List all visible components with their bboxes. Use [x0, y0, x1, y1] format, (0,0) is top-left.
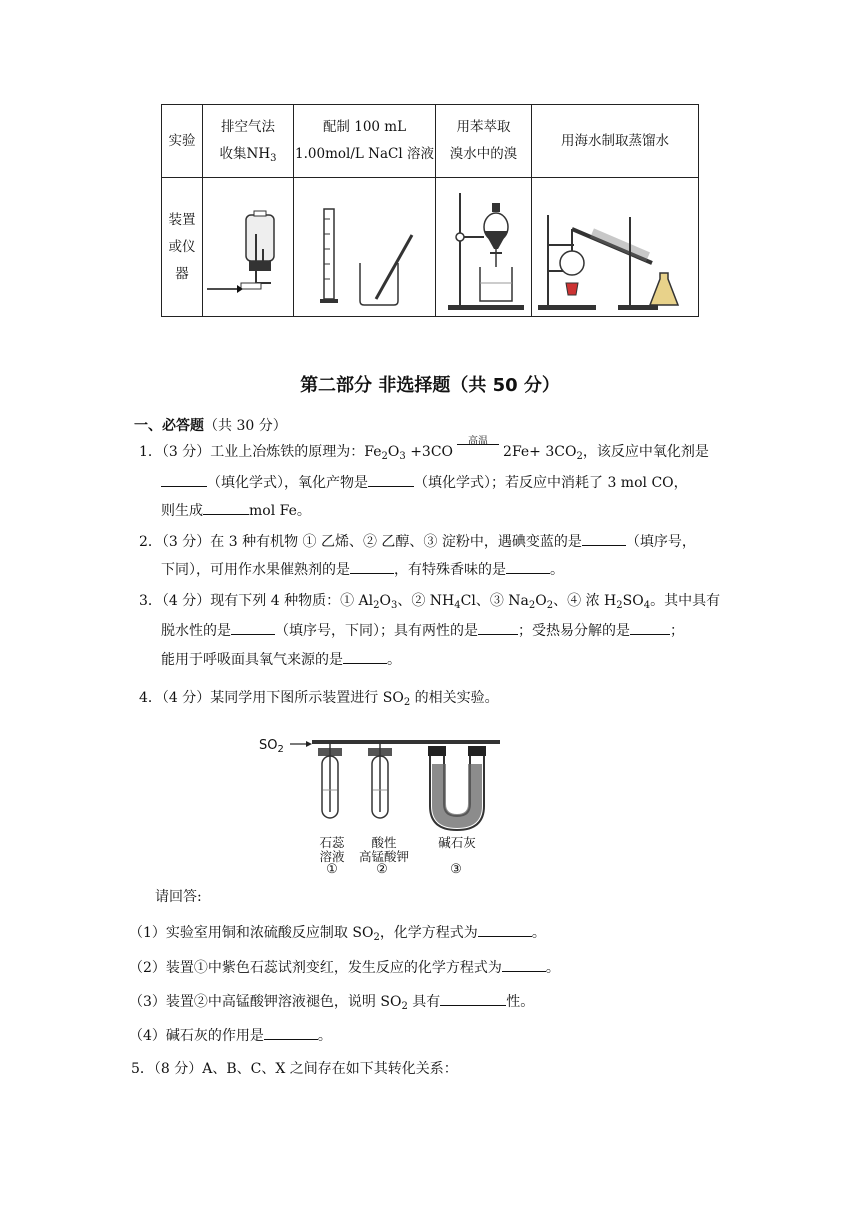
heading-text: 一、必答题: [134, 418, 204, 434]
q4-sub4: [129, 1025, 332, 1046]
answer-blank[interactable]: [582, 531, 626, 546]
cell-text-part: 收集NH: [219, 146, 271, 162]
subscript: 2: [373, 600, 380, 611]
q1-text: （填化学式），氧化产物是: [207, 475, 368, 491]
q4-text: （4 分）某同学用下图所示装置进行 SO: [161, 690, 404, 706]
q4-sub1: [129, 922, 546, 943]
q3-text: 。: [387, 652, 401, 668]
q4-text: 具有: [407, 994, 441, 1010]
required-heading: [134, 416, 287, 436]
answer-blank[interactable]: [368, 472, 414, 487]
q4-text: 。: [317, 1028, 332, 1044]
so2-apparatus-figure: [258, 734, 508, 880]
q3-text: O: [535, 593, 547, 609]
answer-blank[interactable]: [630, 620, 670, 635]
q1-text: +3CO: [405, 444, 454, 460]
q3-text: O: [379, 593, 391, 609]
q2-text: 。: [550, 562, 564, 578]
answer-blank[interactable]: [264, 1025, 318, 1040]
question-number: 1．: [139, 444, 162, 460]
q3-text: 、② NH: [397, 593, 455, 609]
distillation-figure: [532, 179, 698, 315]
answer-blank[interactable]: [502, 957, 546, 972]
q1-text: （填化学式）；若反应中消耗了 3 mol CO，: [414, 475, 688, 491]
q1-line1: [139, 436, 709, 462]
subscript: 3: [399, 451, 406, 462]
q1-text: mol Fe。: [249, 503, 311, 519]
subscript: 4: [643, 600, 651, 611]
label-text: 石蕊: [319, 835, 345, 850]
q3-text: （4 分）现有下列 4 种物质：① Al: [161, 593, 374, 609]
answer-blank[interactable]: [161, 472, 207, 487]
tube3-number: ③: [450, 862, 462, 877]
subscript: 3: [390, 600, 398, 611]
q3-text: ；: [670, 623, 684, 639]
q3-text: 。其中具有: [650, 593, 721, 609]
cell-text: 装置: [168, 211, 196, 228]
q3-line1: [139, 591, 720, 611]
q3-line2: [161, 620, 684, 641]
cell-text: 配制 100 mL: [322, 119, 407, 135]
answer-blank[interactable]: [506, 559, 550, 574]
q4-text: 的相关实验。: [410, 690, 499, 706]
subscript: 2: [381, 451, 388, 462]
q4-text: （2）装置①中紫色石蕊试剂变红，发生反应的化学方程式为: [129, 960, 502, 976]
subscript: 2: [616, 600, 623, 611]
q3-text: Cl、③ Na: [460, 593, 529, 609]
question-number: 5．: [131, 1061, 154, 1077]
label-text: 溶液: [319, 849, 345, 864]
distillation-apparatus-cell: [532, 178, 699, 317]
extraction-apparatus-cell: [436, 178, 532, 317]
q2-text: 下同），可用作水果催熟剂的是: [161, 562, 350, 578]
q5-line1: [131, 1059, 458, 1079]
answer-blank[interactable]: [478, 620, 518, 635]
q1-line2: [161, 472, 688, 493]
reaction-arrow-line: [457, 444, 499, 445]
tube1-number: ①: [326, 862, 338, 877]
subscript: 2: [401, 1001, 408, 1012]
tubes-drawing: [258, 734, 508, 834]
tube3-label: 碱石灰: [438, 835, 476, 850]
label-text: 高锰酸钾: [358, 849, 409, 864]
cell-text: 溴水中的溴: [449, 146, 518, 162]
nacl-apparatus-cell: [294, 178, 436, 317]
q1-line3: [161, 500, 311, 521]
cell-extraction: [436, 105, 532, 178]
cell-distillation: [532, 105, 699, 178]
cell-text: 排空气法: [221, 119, 275, 135]
tube1-label: [316, 836, 348, 864]
q2-text: （3 分）在 3 种有机物 ① 乙烯、② 乙醇、③ 淀粉中，遇碘变蓝的是: [161, 534, 582, 550]
q3-text: 、④ 浓 H: [553, 593, 617, 609]
condition-text: 高温: [468, 436, 489, 447]
cell-text: 用苯萃取: [456, 119, 511, 135]
q3-line3: [161, 649, 401, 670]
q1-text: （3 分）工业上冶炼铁的原理为：Fe: [161, 444, 382, 460]
q1-text: O: [387, 444, 400, 460]
subscript: 3: [270, 153, 277, 164]
experiment-table: [161, 104, 699, 317]
separatory-funnel-figure: [436, 179, 531, 315]
cell-text: 器: [175, 265, 189, 282]
row-label-device: [162, 178, 203, 317]
answer-blank[interactable]: [350, 559, 394, 574]
q4-sub2: [129, 957, 560, 978]
section-title: 第二部分 非选择题（共 50 分）: [300, 375, 560, 396]
q2-text: ，有特殊香味的是: [394, 562, 506, 578]
cell-text: 或仪: [168, 238, 196, 255]
cell-text: 用海水制取蒸馏水: [561, 132, 669, 149]
answer-blank[interactable]: [203, 500, 249, 515]
answer-blank[interactable]: [231, 620, 275, 635]
subscript: 2: [528, 600, 536, 611]
q3-text: ；受热易分解的是: [518, 623, 630, 639]
reaction-condition: [457, 436, 499, 456]
subscript: 2: [546, 600, 554, 611]
q1-text: ，该反应中氧化剂是: [582, 444, 709, 460]
question-number: 3．: [139, 593, 162, 609]
q4-line1: [139, 688, 499, 708]
q5-text: （8 分）A、B、C、X 之间存在如下其转化关系：: [153, 1061, 458, 1077]
q3-text: 能用于呼吸面具氧气来源的是: [161, 652, 343, 668]
tube2-number: ②: [376, 862, 388, 877]
q2-line1: [139, 531, 696, 552]
q3-text: 脱水性的是: [161, 623, 231, 639]
gas-collection-bottle-figure: [203, 179, 293, 315]
label-text: 酸性: [371, 835, 397, 850]
q3-text: （填序号，下同）；具有两性的是: [275, 623, 478, 639]
q4-text: （4）碱石灰的作用是: [129, 1028, 264, 1044]
question-number: 2．: [139, 534, 162, 550]
table-header-row: [162, 105, 699, 178]
q2-text: （填序号，: [625, 534, 696, 550]
question-number: 4．: [139, 690, 162, 706]
heading-note: （共 30 分）: [204, 418, 287, 434]
cell-nacl: [294, 105, 436, 178]
answer-blank[interactable]: [440, 991, 506, 1006]
q4-text: （3）装置②中高锰酸钾溶液褪色，说明 SO: [129, 994, 402, 1010]
label-text: SO: [259, 738, 278, 753]
q4-text: ，化学方程式为: [379, 925, 478, 941]
q4-text: 性。: [506, 994, 535, 1010]
answer-blank[interactable]: [478, 922, 532, 937]
q4-text: （1）实验室用铜和浓硫酸反应制取 SO: [129, 925, 374, 941]
nh3-apparatus-cell: [203, 178, 294, 317]
cell-text: 实验: [168, 132, 196, 149]
subscript: 4: [454, 600, 461, 611]
subscript: 2: [373, 932, 380, 943]
q4-text: 。: [531, 925, 546, 941]
subscript: 2: [277, 744, 284, 755]
row-label-experiment: [162, 105, 203, 178]
subscript: 2: [576, 451, 583, 462]
answer-blank[interactable]: [343, 649, 387, 664]
q4-prompt: 请回答:: [155, 889, 202, 905]
cylinder-beaker-figure: [294, 179, 435, 315]
q4-text: 。: [545, 960, 560, 976]
cell-nh3: [203, 105, 294, 178]
tube2-label: [354, 836, 414, 864]
table-device-row: [162, 178, 699, 317]
q1-text: 2Fe+ 3CO: [503, 444, 577, 460]
q3-text: SO: [622, 593, 644, 609]
q4-sub3: [129, 991, 534, 1012]
cell-text: 1.00mol/L NaCl 溶液: [295, 146, 434, 162]
cell-text: [203, 141, 293, 168]
subscript: 2: [403, 697, 411, 708]
q1-text: 则生成: [161, 503, 203, 519]
q2-line2: [161, 559, 564, 580]
